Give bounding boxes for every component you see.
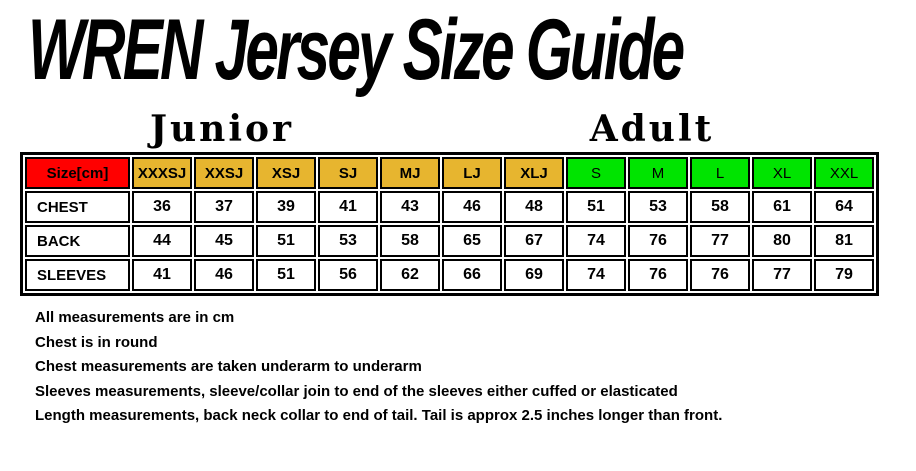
chest-value: 46 <box>442 191 502 223</box>
chest-value: 58 <box>690 191 750 223</box>
size-header-cell: Size[cm] <box>25 157 130 189</box>
junior-size-header: XSJ <box>256 157 316 189</box>
back-value: 51 <box>256 225 316 257</box>
chest-value: 43 <box>380 191 440 223</box>
back-value: 74 <box>566 225 626 257</box>
chest-value: 61 <box>752 191 812 223</box>
junior-size-header: LJ <box>442 157 502 189</box>
back-value: 58 <box>380 225 440 257</box>
back-value: 67 <box>504 225 564 257</box>
adult-size-header: XL <box>752 157 812 189</box>
section-header-adult: Adult <box>589 108 715 150</box>
row-label-chest: CHEST <box>25 191 130 223</box>
junior-size-header: XXXSJ <box>132 157 192 189</box>
row-label-back: BACK <box>25 225 130 257</box>
section-header-junior: Junior <box>149 108 295 150</box>
adult-size-header: M <box>628 157 688 189</box>
sleeves-value: 76 <box>628 259 688 291</box>
table-header-row <box>25 157 874 189</box>
note-line: Sleeves measurements, sleeve/collar join to end of the sleeves either cuffed or elasticated <box>35 382 678 400</box>
table-row-chest <box>25 191 874 223</box>
chest-value: 37 <box>194 191 254 223</box>
table-row-sleeves <box>25 259 874 291</box>
chest-value: 64 <box>814 191 874 223</box>
chest-value: 36 <box>132 191 192 223</box>
back-value: 45 <box>194 225 254 257</box>
junior-size-header: MJ <box>380 157 440 189</box>
sleeves-value: 56 <box>318 259 378 291</box>
adult-size-header: XXL <box>814 157 874 189</box>
sleeves-value: 69 <box>504 259 564 291</box>
back-value: 65 <box>442 225 502 257</box>
back-value: 81 <box>814 225 874 257</box>
measurement-notes <box>35 306 722 429</box>
size-guide-table <box>20 152 879 296</box>
sleeves-value: 66 <box>442 259 502 291</box>
sleeves-value: 74 <box>566 259 626 291</box>
junior-size-header: XXSJ <box>194 157 254 189</box>
chest-value: 41 <box>318 191 378 223</box>
adult-size-header: S <box>566 157 626 189</box>
back-value: 80 <box>752 225 812 257</box>
sleeves-value: 79 <box>814 259 874 291</box>
junior-size-header: SJ <box>318 157 378 189</box>
note-line: Chest is in round <box>35 333 158 351</box>
sleeves-value: 76 <box>690 259 750 291</box>
chest-value: 48 <box>504 191 564 223</box>
sleeves-value: 51 <box>256 259 316 291</box>
back-value: 44 <box>132 225 192 257</box>
note-line: Length measurements, back neck collar to end of tail. Tail is approx 2.5 inches longer than front. <box>35 407 723 424</box>
sleeves-value: 62 <box>380 259 440 291</box>
adult-size-header: L <box>690 157 750 189</box>
note-line: Chest measurements are taken underarm to underarm <box>35 358 422 375</box>
chest-value: 51 <box>566 191 626 223</box>
chest-value: 39 <box>256 191 316 223</box>
chest-value: 53 <box>628 191 688 223</box>
page-title: WREN Jersey Size Guide <box>28 2 683 98</box>
sleeves-value: 46 <box>194 259 254 291</box>
back-value: 77 <box>690 225 750 257</box>
row-label-sleeves: SLEEVES <box>25 259 130 291</box>
note-line: All measurements are in cm <box>35 309 235 326</box>
back-value: 76 <box>628 225 688 257</box>
table-row-back <box>25 225 874 257</box>
junior-size-header: XLJ <box>504 157 564 189</box>
sleeves-value: 41 <box>132 259 192 291</box>
sleeves-value: 77 <box>752 259 812 291</box>
back-value: 53 <box>318 225 378 257</box>
